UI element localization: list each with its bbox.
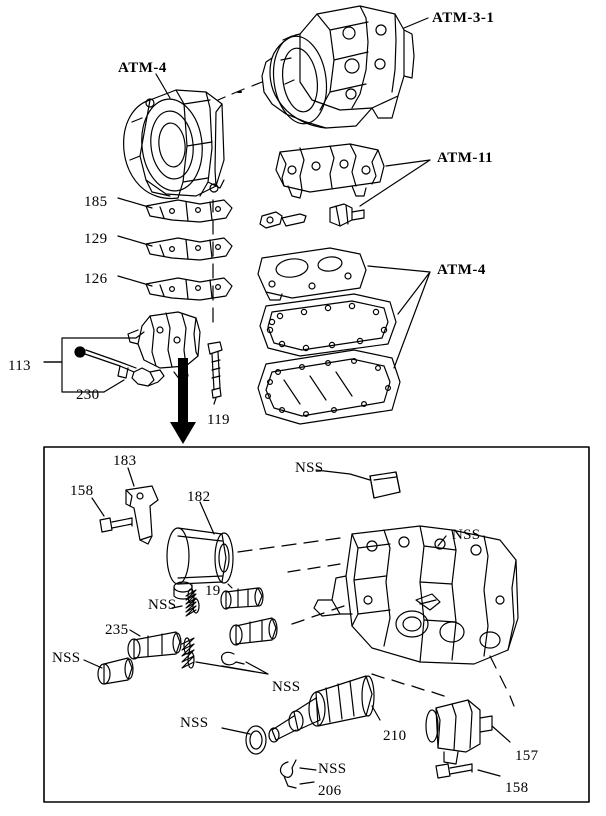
control-valve-body-plate <box>276 144 384 198</box>
accumulator-182 <box>167 528 233 599</box>
bracket-183 <box>126 486 158 544</box>
leader-210 <box>372 706 380 720</box>
leader-182 <box>200 502 214 534</box>
callout-atm-11: ATM-11 <box>437 150 494 166</box>
axis-lower-2 <box>372 674 444 696</box>
callout-nss-far-left: NSS <box>52 650 81 666</box>
callout-210: 210 <box>383 728 407 744</box>
leader-nss-lower-left <box>222 728 250 734</box>
leader-nss-top <box>316 470 370 480</box>
leader-206 <box>300 782 314 784</box>
leader-230-b <box>104 380 124 392</box>
callout-129: 129 <box>84 231 108 247</box>
valve-rod-center <box>230 618 277 645</box>
transmission-case-body <box>262 6 414 128</box>
callout-atm-3-1: ATM-3-1 <box>432 10 495 26</box>
retaining-clip-nss <box>222 652 244 664</box>
leader-129 <box>118 236 152 246</box>
small-solenoid-parts <box>260 204 364 228</box>
separator-plate-126 <box>146 278 232 300</box>
leader-235 <box>130 630 140 636</box>
callout-atm-4-lower: ATM-4 <box>437 262 486 278</box>
callout-nss-right: NSS <box>452 527 481 543</box>
nss-block-top <box>370 472 400 498</box>
callout-19: 19 <box>205 583 221 599</box>
valve-body-casting <box>314 526 518 664</box>
bolt-158-top <box>100 518 132 532</box>
leader-185 <box>118 198 152 208</box>
spring-nss-19 <box>186 589 199 616</box>
callout-185: 185 <box>84 194 108 210</box>
leader-183 <box>128 468 134 486</box>
bolt-158-bottom <box>436 764 472 778</box>
separator-plate-185 <box>146 200 232 222</box>
converter-housing <box>124 90 224 199</box>
callout-230: 230 <box>76 387 100 403</box>
callout-182: 182 <box>187 489 211 505</box>
leader-nss-far-left <box>84 660 102 668</box>
solenoid-157 <box>426 700 492 764</box>
separator-plate-129 <box>146 238 232 260</box>
plunger-nss-left <box>98 658 133 684</box>
bolt-119 <box>208 342 222 398</box>
callout-126: 126 <box>84 271 108 287</box>
leader-158-bottom <box>478 770 500 776</box>
valve-235 <box>128 632 181 659</box>
callout-atm-4-top: ATM-4 <box>118 60 167 76</box>
leader-atm-4-lower <box>368 266 430 368</box>
callout-113: 113 <box>8 358 31 374</box>
leader-nss-bottom <box>300 768 316 770</box>
callout-nss-top: NSS <box>295 460 324 476</box>
callout-157: 157 <box>515 748 539 764</box>
callout-nss-mid-left: NSS <box>148 597 177 613</box>
axis-lower-1 <box>288 564 340 572</box>
axis-182-to-body <box>238 538 340 552</box>
leader-157 <box>492 726 510 742</box>
callout-158-top: 158 <box>70 483 94 499</box>
leader-126 <box>118 276 152 286</box>
callout-nss-bottom: NSS <box>318 761 347 777</box>
callout-183: 183 <box>113 453 137 469</box>
callout-nss-lower-left: NSS <box>180 715 209 731</box>
lower-valve-body-plate <box>258 248 366 300</box>
detent-lever-230 <box>75 347 164 386</box>
valve-19 <box>221 588 263 609</box>
leader-19 <box>228 584 232 588</box>
callout-nss-center: NSS <box>272 679 301 695</box>
callout-119: 119 <box>207 412 230 428</box>
callout-235: 235 <box>105 622 129 638</box>
spring-nss-mid <box>182 638 194 668</box>
callout-206: 206 <box>318 783 342 799</box>
callout-158-bottom: 158 <box>505 780 529 796</box>
leader-158-top <box>92 498 104 516</box>
oil-pan-gasket <box>260 294 396 356</box>
leader-119 <box>214 398 216 404</box>
oil-pan <box>258 350 400 424</box>
clip-206 <box>281 760 296 788</box>
leader-atm-3-1 <box>404 18 428 28</box>
axis-lower-4 <box>490 656 514 706</box>
assembly-direction-arrow <box>170 358 196 444</box>
o-ring-nss <box>246 726 266 754</box>
